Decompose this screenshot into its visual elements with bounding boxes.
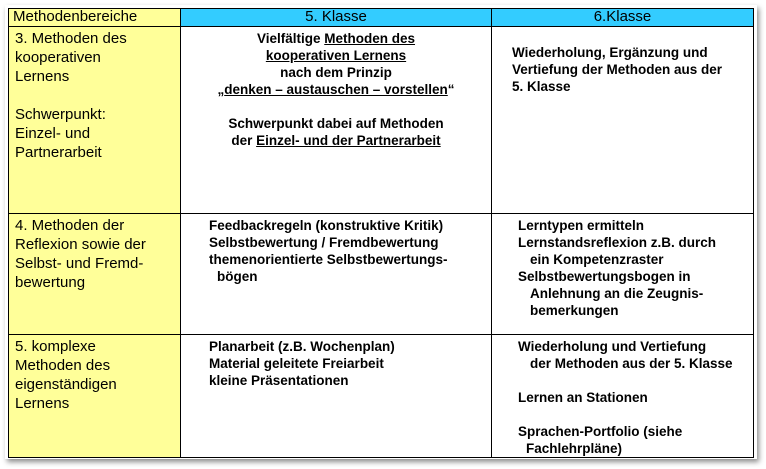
grade5-line: kooperativen Lernens xyxy=(265,48,407,63)
grade5-cell xyxy=(181,214,492,335)
grade6-cell xyxy=(492,27,754,214)
header-row xyxy=(9,9,754,27)
area-spacer xyxy=(15,86,176,105)
grade5-cell xyxy=(181,335,492,458)
grade6-line: Lernen an Stationen xyxy=(518,390,648,405)
area-line: Lernens xyxy=(15,395,70,412)
grade6-line: Lernstandsreflexion z.B. durch xyxy=(518,235,717,250)
grade6-line: Selbstbewertungsbogen in xyxy=(518,269,691,284)
grade6-line: 5. Klasse xyxy=(512,79,571,94)
area-line: 4. Methoden der xyxy=(15,217,125,234)
grade6-line: der Methoden aus der 5. Klasse xyxy=(530,356,733,371)
grade5-line: der Einzel- und der Partnerarbeit xyxy=(231,133,441,148)
area-line: Partnerarbeit xyxy=(15,144,102,161)
grade6-line: ein Kompetenzraster xyxy=(530,252,664,267)
header-grade5: 5. Klasse xyxy=(181,9,492,27)
area-line: 5. komplexe xyxy=(15,338,96,355)
area-line: Schwerpunkt: xyxy=(15,106,106,123)
grade6-line: Sprachen-Portfolio (siehe xyxy=(518,424,683,439)
grade6-spacer xyxy=(518,372,747,389)
area-line: bewertung xyxy=(15,274,86,291)
grade6-cell xyxy=(492,214,754,335)
grade6-line: Anlehnung an die Zeugnis- xyxy=(530,286,704,301)
grade5-line: Material geleitete Freiarbeit xyxy=(209,356,384,371)
area-cell xyxy=(9,27,181,214)
header-methodenbereiche: Methodenbereiche xyxy=(9,9,181,27)
area-cell xyxy=(9,214,181,335)
grade5-line: nach dem Prinzip xyxy=(280,65,392,80)
table-row xyxy=(9,27,754,214)
grade6-line: Fachlehrpläne) xyxy=(526,441,623,456)
grade5-line: Feedbackregeln (konstruktive Kritik) xyxy=(209,218,444,233)
area-line: Methoden des xyxy=(15,357,111,374)
grade6-line: Wiederholung und Vertiefung xyxy=(518,339,707,354)
grade5-spacer xyxy=(187,98,485,115)
grade5-line: „denken – austauschen – vorstellen“ xyxy=(217,82,455,97)
area-line: kooperativen xyxy=(15,49,101,66)
methods-table xyxy=(8,8,754,458)
grade5-line: kleine Präsentationen xyxy=(209,373,349,388)
table-row xyxy=(9,214,754,335)
grade6-cell xyxy=(492,335,754,458)
area-line: eigenständigen xyxy=(15,376,117,393)
grade6-spacer xyxy=(518,406,747,423)
grade5-line: Vielfältige Methoden des xyxy=(256,31,416,46)
area-line: Selbst- und Fremd- xyxy=(15,255,144,272)
area-line: Einzel- und xyxy=(15,125,91,142)
table-row xyxy=(9,335,754,458)
grade6-line: Wiederholung, Ergänzung und xyxy=(512,45,708,60)
document-frame xyxy=(5,5,757,459)
grade6-line: Lerntypen ermitteln xyxy=(518,218,645,233)
grade6-line: bemerkungen xyxy=(530,303,619,318)
area-cell xyxy=(9,335,181,458)
grade6-line: Vertiefung der Methoden aus der xyxy=(512,62,723,77)
grade5-line: Selbstbewertung / Fremdbewertung xyxy=(209,235,439,250)
grade5-line: themenorientierte Selbstbewertungs- xyxy=(209,252,448,267)
grade5-line: Schwerpunkt dabei auf Methoden xyxy=(228,116,444,131)
area-line: Reflexion sowie der xyxy=(15,236,146,253)
header-grade6: 6.Klasse xyxy=(492,9,754,27)
area-line: 3. Methoden des xyxy=(15,30,127,47)
area-line: Lernens xyxy=(15,68,70,85)
grade5-cell xyxy=(181,27,492,214)
grade5-line: bögen xyxy=(217,269,258,284)
grade5-line: Planarbeit (z.B. Wochenplan) xyxy=(209,339,395,354)
